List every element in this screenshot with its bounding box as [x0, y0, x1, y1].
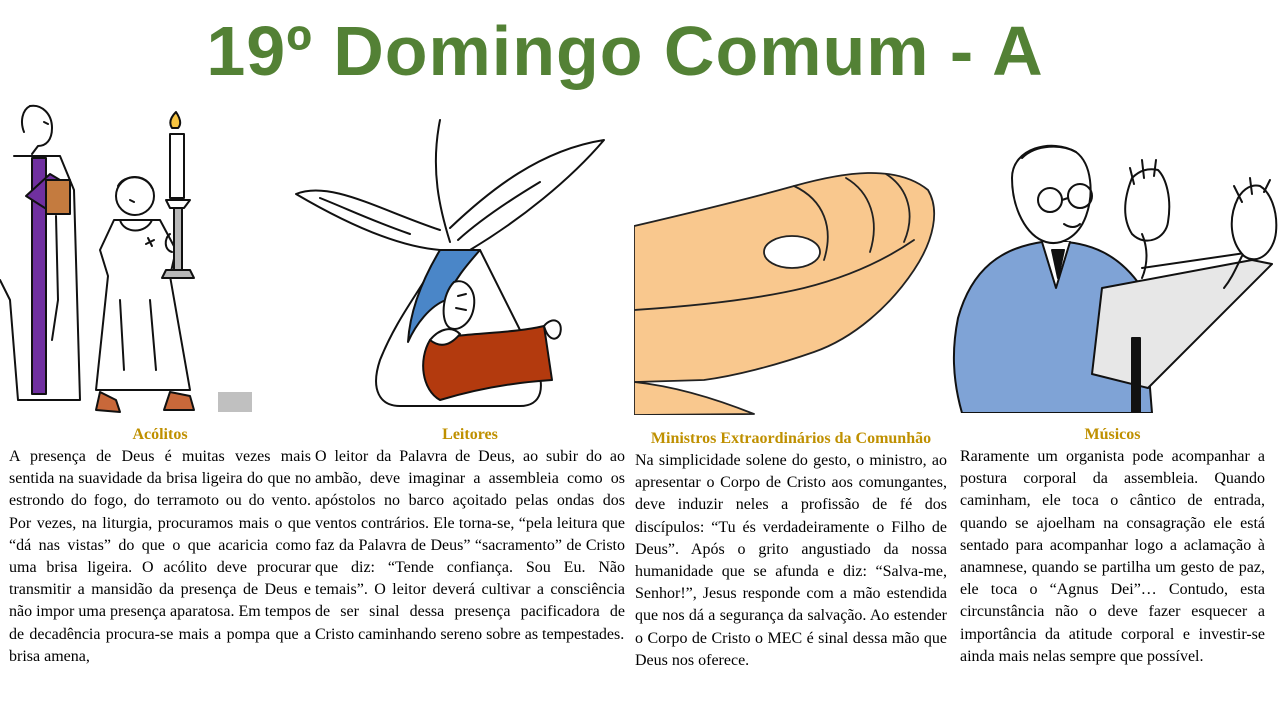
column-text-ministros: Na simplicidade solene do gesto, o ministro, ao apresentar o Corpo de Cristo aos comungantes, deve induzir neles a profissão de fé dos discípulos: “Tu és verdadeiramente o Filho de Deus”. Após o grito angustiado da nossa humanidade que se afunda e diz: “Salva-me, Senhor!”, Jesus responde com a mão estendida que nos dá a segurança da salvação. Ao estender o Corpo de Cristo o MEC é sinal dessa mão que Deus nos oferece. — [635, 452, 947, 669]
column-heading-ministros: Ministros Extraordinários da Comunhão — [650, 430, 932, 447]
column-musicos — [960, 424, 1265, 668]
column-leitores — [315, 424, 625, 646]
dove-and-mary-reading-drawing — [290, 110, 610, 410]
column-heading-musicos: Músicos — [1084, 426, 1141, 443]
column-heading-leitores: Leitores — [442, 426, 498, 443]
page-title: 19º Domingo Comum - A — [206, 12, 1044, 90]
column-ministros — [635, 428, 947, 672]
column-text-leitores: O leitor da Palavra de Deus, ao subir do ao ambão, deve imaginar a assembleia como os apóstolos no barco açoitado pelas ondas dos ventos contrários. Ele torna-se, “pela leitura que faz da Palavra de Deus” “sacramento” de Cristo que diz: “Tende confiança. Sou Eu. Não temais”. O leitor deverá cultivar a consciência de ser sinal dessa presença pacificadora de Cristo caminhando sereno sobre as tempestades. — [315, 448, 625, 643]
musician-drawing — [952, 138, 1280, 413]
acolytes-drawing — [0, 100, 255, 415]
column-acolitos — [9, 424, 311, 668]
column-heading-acolitos: Acólitos — [132, 426, 188, 443]
column-text-acolitos: A presença de Deus é muitas vezes mais sentida na suavidade da brisa ligeira do que no estrondo do fogo, do terramoto ou do vento. Por vezes, na liturgia, procuramos mais o que “dá nas vistas” do que o que acaricia como uma brisa ligeira. O acólito deve procurar transmitir a mansidão da presença de Deus e não impor uma presença aparatosa. Em tempos de decadência procura-se mais a pompa que a brisa amena, — [9, 448, 311, 665]
column-text-musicos: Raramente um organista pode acompanhar a postura corporal da assembleia. Quando caminham, ele toca o cântico de entrada, quando se ajoelham na consagração ele está sentado para acompanhar logo a aclamação à anamnese, quando se partilha um gesto de paz, ele toca o “Agnus Dei”… Contudo, esta circunstância não o deve fazer esquecer a importância da atitude corporal e investir-se ainda mais nelas sempre que possível. — [960, 448, 1265, 665]
hands-with-host-drawing — [634, 130, 944, 415]
